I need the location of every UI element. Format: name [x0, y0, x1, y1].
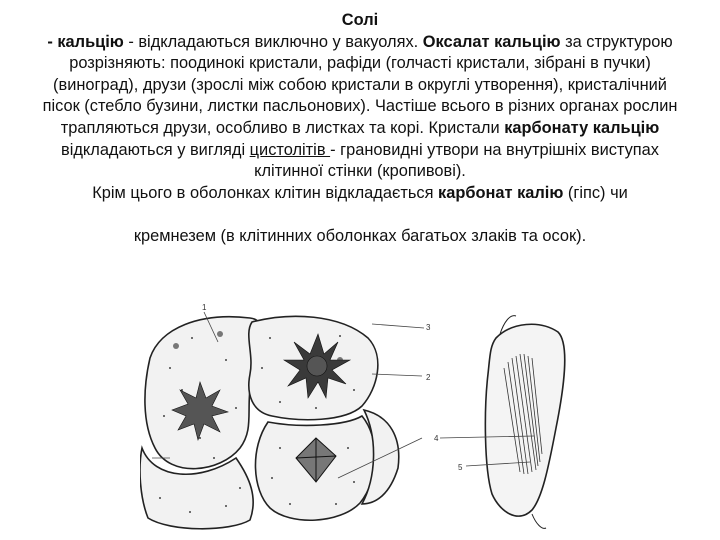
calcium-text-2: за структурою розрізняють: поодинокі кристали, рафіди (голчасті кристали, зібрані в пучки) (виноград), друзи (зрослі між собою кристали в округлі утворення), кристалічний пісок (стебло бузини, листки пасльонових). Частіше всього в різних органах рослин трапляються друзи, особливо в листках та корі. Кристали [42, 32, 678, 137]
calcium-text-3: відкладаються у вигляді [60, 140, 250, 159]
paragraph-potassium [40, 183, 680, 205]
cystolith-term: цистолітів [249, 140, 331, 159]
calcium-text-1: - відкладаються виключно у вакуолях. [123, 32, 423, 51]
potassium-carbonate-term: карбонат калію [438, 183, 564, 202]
text-block [40, 10, 680, 248]
calcium-carbonate-term: карбонату кальцію [504, 118, 660, 137]
label-2: 2 [426, 373, 431, 382]
calcium-text-4: - грановидні утвори на внутрішніх виступах клітинної стінки (кропивові). [254, 140, 659, 181]
label-5: 5 [458, 463, 463, 472]
paragraph-calcium [40, 32, 680, 183]
potassium-text-2: (гіпс) чи [563, 183, 628, 202]
slide-title: Солі [341, 11, 379, 29]
crystal-cells-drawing [140, 298, 600, 534]
calcium-term: - кальцію [47, 32, 124, 51]
label-1: 1 [202, 303, 207, 312]
calcium-oxalate-term: Оксалат кальцію [422, 32, 561, 51]
spacer [40, 204, 680, 226]
label-4: 4 [434, 434, 439, 443]
potassium-text-1: Крім цього в оболонках клітин відкладається [92, 183, 438, 202]
raphide-cell [485, 316, 564, 529]
label-3: 3 [426, 323, 431, 332]
paragraph-silica: кремнезем (в клітинних оболонках багатьох злаків та осок). [133, 227, 587, 246]
cell-cluster [140, 316, 399, 528]
crystal-cells-figure [140, 298, 600, 534]
